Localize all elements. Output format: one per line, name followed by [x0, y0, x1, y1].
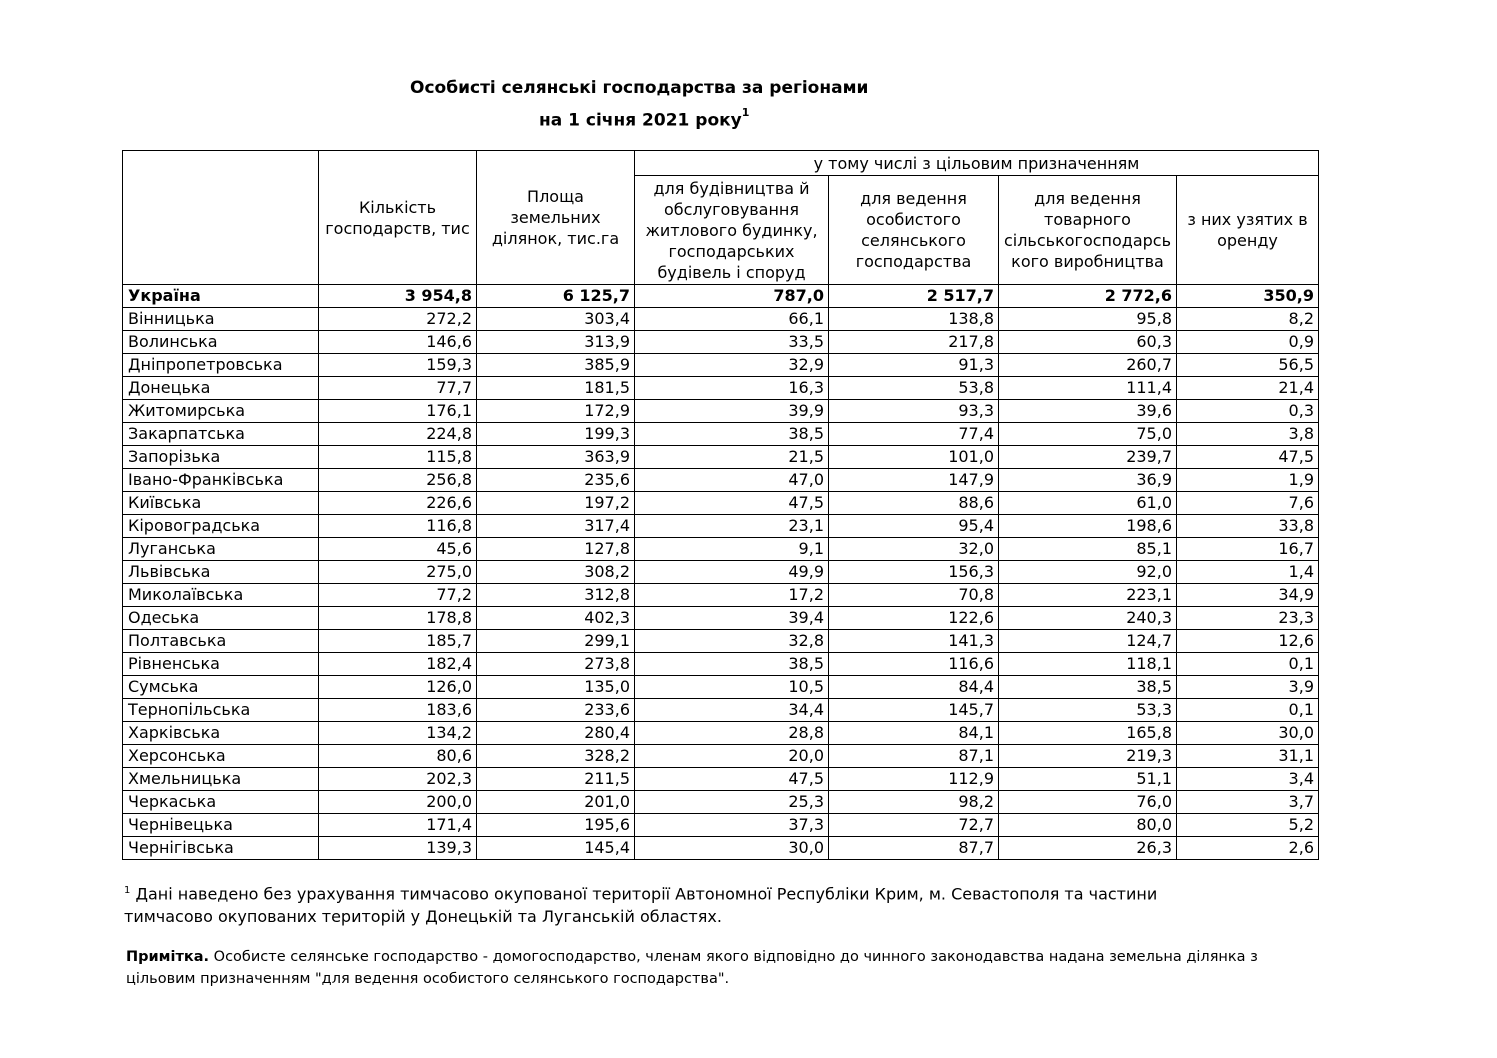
cell-households: 3 954,8: [319, 285, 477, 308]
cell-construction: 47,5: [635, 768, 829, 791]
cell-construction: 23,1: [635, 515, 829, 538]
cell-construction: 49,9: [635, 561, 829, 584]
cell-area: 328,2: [477, 745, 635, 768]
cell-leased: 31,1: [1177, 745, 1319, 768]
cell-construction: 38,5: [635, 423, 829, 446]
cell-leased: 33,8: [1177, 515, 1319, 538]
cell-personal-farming: 84,4: [829, 676, 999, 699]
cell-construction: 47,0: [635, 469, 829, 492]
cell-personal-farming: 91,3: [829, 354, 999, 377]
cell-construction: 66,1: [635, 308, 829, 331]
cell-construction: 25,3: [635, 791, 829, 814]
cell-region: Миколаївська: [123, 584, 319, 607]
note-label: Примітка.: [126, 949, 210, 965]
cell-households: 115,8: [319, 446, 477, 469]
cell-commercial-farming: 51,1: [999, 768, 1177, 791]
header-households-count: Кількість господарств, тис: [319, 151, 477, 285]
title-line-2: [539, 102, 749, 135]
cell-commercial-farming: 53,3: [999, 699, 1177, 722]
cell-area: 308,2: [477, 561, 635, 584]
cell-area: 280,4: [477, 722, 635, 745]
cell-leased: 12,6: [1177, 630, 1319, 653]
table-row: [123, 538, 1319, 561]
cell-commercial-farming: 219,3: [999, 745, 1177, 768]
cell-households: 45,6: [319, 538, 477, 561]
cell-personal-farming: 88,6: [829, 492, 999, 515]
cell-construction: 28,8: [635, 722, 829, 745]
cell-commercial-farming: 118,1: [999, 653, 1177, 676]
cell-leased: 23,3: [1177, 607, 1319, 630]
table-row: [123, 515, 1319, 538]
cell-region: Україна: [123, 285, 319, 308]
cell-construction: 38,5: [635, 653, 829, 676]
cell-region: Волинська: [123, 331, 319, 354]
cell-households: 134,2: [319, 722, 477, 745]
cell-region: Чернівецька: [123, 814, 319, 837]
cell-personal-farming: 122,6: [829, 607, 999, 630]
cell-personal-farming: 101,0: [829, 446, 999, 469]
cell-commercial-farming: 76,0: [999, 791, 1177, 814]
cell-leased: 0,9: [1177, 331, 1319, 354]
cell-households: 272,2: [319, 308, 477, 331]
cell-personal-farming: 116,6: [829, 653, 999, 676]
cell-region: Рівненська: [123, 653, 319, 676]
cell-region: Херсонська: [123, 745, 319, 768]
cell-households: 200,0: [319, 791, 477, 814]
cell-area: 145,4: [477, 837, 635, 860]
cell-households: 77,7: [319, 377, 477, 400]
cell-personal-farming: 141,3: [829, 630, 999, 653]
header-purpose-group: у тому числі з цільовим призначенням: [635, 151, 1319, 176]
cell-construction: 21,5: [635, 446, 829, 469]
cell-commercial-farming: 61,0: [999, 492, 1177, 515]
cell-households: 126,0: [319, 676, 477, 699]
table-row: [123, 492, 1319, 515]
table-row: [123, 377, 1319, 400]
cell-construction: 10,5: [635, 676, 829, 699]
footnote: [124, 879, 1324, 928]
title-line-2-text: на 1 січня 2021 року: [539, 110, 742, 131]
cell-personal-farming: 156,3: [829, 561, 999, 584]
cell-region: Полтавська: [123, 630, 319, 653]
cell-leased: 34,9: [1177, 584, 1319, 607]
cell-leased: 1,4: [1177, 561, 1319, 584]
cell-commercial-farming: 95,8: [999, 308, 1177, 331]
cell-commercial-farming: 38,5: [999, 676, 1177, 699]
cell-personal-farming: 147,9: [829, 469, 999, 492]
table-row: [123, 354, 1319, 377]
cell-personal-farming: 70,8: [829, 584, 999, 607]
cell-households: 146,6: [319, 331, 477, 354]
cell-region: Сумська: [123, 676, 319, 699]
cell-area: 195,6: [477, 814, 635, 837]
header-leased: з них узятих в оренду: [1177, 176, 1319, 285]
footnote-text-1: Дані наведено без урахування тимчасово окупованої території Автономної Республіки Крим, м. Севастополя та частини: [135, 884, 1158, 904]
cell-region: Житомирська: [123, 400, 319, 423]
footnote-line-2: тимчасово окупованих територій у Донецькій та Луганській областях.: [124, 907, 722, 927]
cell-area: 317,4: [477, 515, 635, 538]
cell-commercial-farming: 80,0: [999, 814, 1177, 837]
regions-table: [122, 150, 1319, 860]
table-row: [123, 308, 1319, 331]
cell-region: Закарпатська: [123, 423, 319, 446]
cell-leased: 0,1: [1177, 699, 1319, 722]
cell-area: 385,9: [477, 354, 635, 377]
cell-region: Вінницька: [123, 308, 319, 331]
cell-personal-farming: 145,7: [829, 699, 999, 722]
table-row: [123, 814, 1319, 837]
cell-personal-farming: 217,8: [829, 331, 999, 354]
cell-leased: 3,8: [1177, 423, 1319, 446]
cell-construction: 33,5: [635, 331, 829, 354]
cell-households: 176,1: [319, 400, 477, 423]
table-row: [123, 446, 1319, 469]
table-row: [123, 676, 1319, 699]
cell-construction: 32,8: [635, 630, 829, 653]
cell-commercial-farming: 92,0: [999, 561, 1177, 584]
cell-commercial-farming: 223,1: [999, 584, 1177, 607]
cell-area: 211,5: [477, 768, 635, 791]
cell-leased: 5,2: [1177, 814, 1319, 837]
cell-households: 80,6: [319, 745, 477, 768]
cell-personal-farming: 72,7: [829, 814, 999, 837]
cell-construction: 34,4: [635, 699, 829, 722]
table-row-total: [123, 285, 1319, 308]
cell-commercial-farming: 85,1: [999, 538, 1177, 561]
cell-leased: 16,7: [1177, 538, 1319, 561]
cell-households: 202,3: [319, 768, 477, 791]
cell-households: 116,8: [319, 515, 477, 538]
cell-personal-farming: 53,8: [829, 377, 999, 400]
cell-area: 235,6: [477, 469, 635, 492]
cell-leased: 1,9: [1177, 469, 1319, 492]
cell-area: 199,3: [477, 423, 635, 446]
cell-personal-farming: 93,3: [829, 400, 999, 423]
cell-leased: 350,9: [1177, 285, 1319, 308]
header-land-area: Площа земельних ділянок, тис.га: [477, 151, 635, 285]
cell-leased: 30,0: [1177, 722, 1319, 745]
cell-households: 159,3: [319, 354, 477, 377]
header-personal-farming: для ведення особистого селянського господарства: [829, 176, 999, 285]
cell-personal-farming: 2 517,7: [829, 285, 999, 308]
cell-construction: 787,0: [635, 285, 829, 308]
cell-region: Чернігівська: [123, 837, 319, 860]
cell-personal-farming: 32,0: [829, 538, 999, 561]
cell-leased: 0,1: [1177, 653, 1319, 676]
cell-households: 224,8: [319, 423, 477, 446]
cell-region: Одеська: [123, 607, 319, 630]
cell-personal-farming: 84,1: [829, 722, 999, 745]
note-line-2: цільовим призначенням "для ведення особистого селянського господарства".: [126, 971, 730, 987]
cell-households: 77,2: [319, 584, 477, 607]
table-row: [123, 745, 1319, 768]
cell-area: 313,9: [477, 331, 635, 354]
table-header: [123, 151, 1319, 285]
cell-construction: 47,5: [635, 492, 829, 515]
cell-leased: 21,4: [1177, 377, 1319, 400]
cell-households: 182,4: [319, 653, 477, 676]
table-row: [123, 653, 1319, 676]
cell-construction: 30,0: [635, 837, 829, 860]
cell-area: 312,8: [477, 584, 635, 607]
header-commercial-farming: для ведення товарного сільськогосподарсь кого виробництва: [999, 176, 1177, 285]
cell-region: Київська: [123, 492, 319, 515]
cell-area: 127,8: [477, 538, 635, 561]
header-construction: для будівництва й обслуговування житлового будинку, господарських будівель і споруд: [635, 176, 829, 285]
cell-leased: 2,6: [1177, 837, 1319, 860]
cell-construction: 37,3: [635, 814, 829, 837]
table-body: [123, 285, 1319, 860]
cell-leased: 56,5: [1177, 354, 1319, 377]
cell-commercial-farming: 260,7: [999, 354, 1177, 377]
table-row: [123, 699, 1319, 722]
header-region: [123, 151, 319, 285]
cell-region: Кіровоградська: [123, 515, 319, 538]
cell-area: 135,0: [477, 676, 635, 699]
cell-region: Тернопільська: [123, 699, 319, 722]
cell-personal-farming: 138,8: [829, 308, 999, 331]
cell-commercial-farming: 198,6: [999, 515, 1177, 538]
table-row: [123, 630, 1319, 653]
cell-region: Донецька: [123, 377, 319, 400]
table-row: [123, 584, 1319, 607]
cell-construction: 16,3: [635, 377, 829, 400]
cell-commercial-farming: 165,8: [999, 722, 1177, 745]
cell-personal-farming: 112,9: [829, 768, 999, 791]
cell-area: 402,3: [477, 607, 635, 630]
cell-leased: 0,3: [1177, 400, 1319, 423]
cell-region: Харківська: [123, 722, 319, 745]
cell-households: 226,6: [319, 492, 477, 515]
cell-personal-farming: 98,2: [829, 791, 999, 814]
cell-personal-farming: 87,1: [829, 745, 999, 768]
footnote-marker: 1: [124, 885, 131, 896]
table-row: [123, 768, 1319, 791]
cell-area: 172,9: [477, 400, 635, 423]
cell-construction: 39,4: [635, 607, 829, 630]
cell-region: Львівська: [123, 561, 319, 584]
cell-area: 363,9: [477, 446, 635, 469]
cell-area: 273,8: [477, 653, 635, 676]
cell-leased: 7,6: [1177, 492, 1319, 515]
cell-commercial-farming: 239,7: [999, 446, 1177, 469]
cell-area: 201,0: [477, 791, 635, 814]
cell-region: Дніпропетровська: [123, 354, 319, 377]
cell-commercial-farming: 36,9: [999, 469, 1177, 492]
title-footnote-marker: 1: [741, 106, 750, 119]
note-text-1: Особисте селянське господарство - домогосподарство, членам якого відповідно до чинного законодавства надана земельна ділянка з: [213, 949, 1258, 965]
cell-households: 185,7: [319, 630, 477, 653]
table-row: [123, 469, 1319, 492]
cell-construction: 17,2: [635, 584, 829, 607]
cell-commercial-farming: 2 772,6: [999, 285, 1177, 308]
table-row: [123, 561, 1319, 584]
cell-area: 197,2: [477, 492, 635, 515]
cell-households: 275,0: [319, 561, 477, 584]
table-row: [123, 400, 1319, 423]
cell-area: 6 125,7: [477, 285, 635, 308]
cell-commercial-farming: 240,3: [999, 607, 1177, 630]
cell-area: 181,5: [477, 377, 635, 400]
cell-construction: 39,9: [635, 400, 829, 423]
cell-households: 139,3: [319, 837, 477, 860]
cell-personal-farming: 77,4: [829, 423, 999, 446]
cell-leased: 8,2: [1177, 308, 1319, 331]
cell-personal-farming: 87,7: [829, 837, 999, 860]
title-line-1: Особисті селянські господарства за регіонами: [410, 78, 869, 98]
cell-commercial-farming: 39,6: [999, 400, 1177, 423]
cell-households: 256,8: [319, 469, 477, 492]
cell-region: Луганська: [123, 538, 319, 561]
cell-leased: 3,9: [1177, 676, 1319, 699]
table-row: [123, 607, 1319, 630]
table-row: [123, 837, 1319, 860]
cell-leased: 3,4: [1177, 768, 1319, 791]
cell-construction: 9,1: [635, 538, 829, 561]
cell-area: 233,6: [477, 699, 635, 722]
note: [126, 946, 1326, 990]
cell-commercial-farming: 111,4: [999, 377, 1177, 400]
table-row: [123, 423, 1319, 446]
cell-commercial-farming: 26,3: [999, 837, 1177, 860]
cell-region: Хмельницька: [123, 768, 319, 791]
cell-personal-farming: 95,4: [829, 515, 999, 538]
cell-area: 303,4: [477, 308, 635, 331]
cell-households: 178,8: [319, 607, 477, 630]
cell-households: 183,6: [319, 699, 477, 722]
cell-commercial-farming: 75,0: [999, 423, 1177, 446]
cell-leased: 47,5: [1177, 446, 1319, 469]
cell-region: Запорізька: [123, 446, 319, 469]
cell-area: 299,1: [477, 630, 635, 653]
cell-households: 171,4: [319, 814, 477, 837]
table-row: [123, 722, 1319, 745]
cell-commercial-farming: 124,7: [999, 630, 1177, 653]
cell-region: Черкаська: [123, 791, 319, 814]
table-row: [123, 331, 1319, 354]
cell-region: Івано-Франківська: [123, 469, 319, 492]
cell-leased: 3,7: [1177, 791, 1319, 814]
cell-construction: 20,0: [635, 745, 829, 768]
note-line-1: [126, 946, 1326, 968]
cell-construction: 32,9: [635, 354, 829, 377]
table-row: [123, 791, 1319, 814]
footnote-line-1: [124, 879, 1324, 905]
cell-commercial-farming: 60,3: [999, 331, 1177, 354]
